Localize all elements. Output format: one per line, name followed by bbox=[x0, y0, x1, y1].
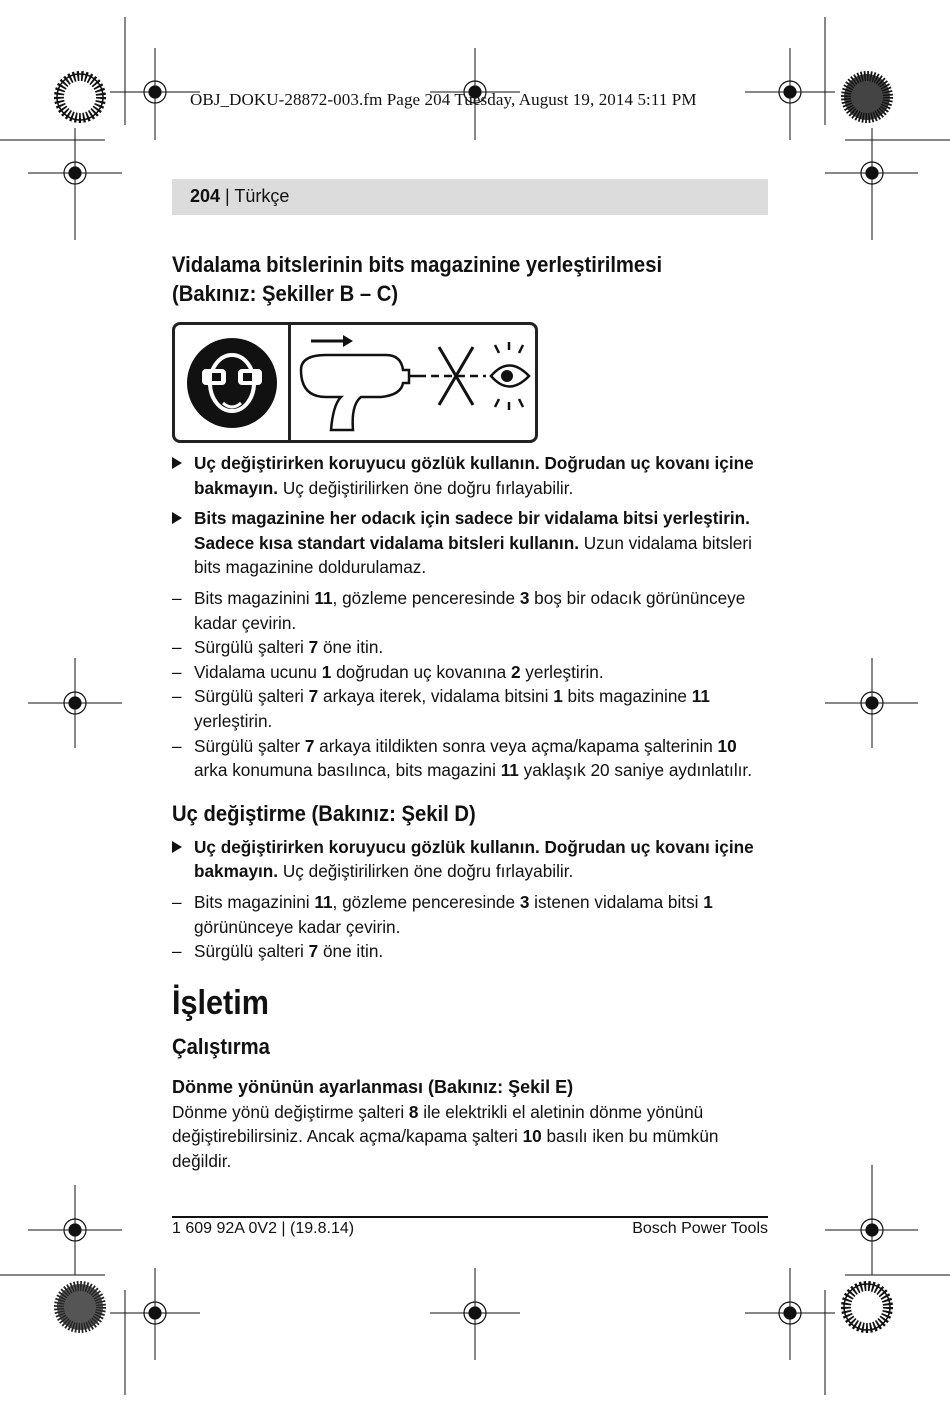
warning-bullet-icon bbox=[172, 457, 182, 469]
warning-bullet-icon bbox=[172, 512, 182, 524]
step-item: – Vidalama ucunu 1 doğrudan uç kovanına 2 yerleştirin. bbox=[172, 660, 768, 685]
step-item: – Sürgülü şalteri 7 öne itin. bbox=[172, 941, 384, 962]
title-line-1: Vidalama bitslerinin bits magazinine yerleştirilmesi bbox=[172, 252, 663, 277]
chapter-title-operation: İşletim bbox=[172, 983, 269, 1022]
header-language: Türkçe bbox=[234, 186, 290, 206]
heading-rotation-direction: Dönme yönünün ayarlanması (Bakınız: Şekil E) bbox=[172, 1076, 574, 1097]
drill-no-look-icon bbox=[291, 325, 536, 440]
page-header-text bbox=[190, 186, 289, 207]
title-line-2: (Bakınız: Şekiller B – C) bbox=[172, 281, 399, 306]
dash-bullet: – bbox=[172, 686, 182, 707]
page-header bbox=[172, 179, 768, 215]
warning-bullet-icon bbox=[172, 841, 182, 853]
footer-document-id: 1 609 92A 0V2 | (19.8.14) bbox=[172, 1220, 355, 1237]
warning-text-bold: Bits magazinine her odacık için sadece bir vidalama bitsi yerleştirin. Sadece kısa standart vidalama bitsleri kullanın. bbox=[194, 508, 750, 553]
step-item: – Bits magazinini 11, gözleme penceresinde 3 boş bir odacık görününceye kadar çevirin. bbox=[172, 587, 746, 633]
dash-bullet: – bbox=[172, 587, 182, 608]
warning-text-bold: Uç değiştirirken koruyucu gözlük kullanın. Doğrudan uç kovanı içine bakmayın. bbox=[194, 453, 754, 498]
footer-rule bbox=[172, 1216, 768, 1218]
safety-pictogram bbox=[172, 322, 538, 443]
warning-item bbox=[172, 506, 768, 580]
subsection-title-startup: Çalıştırma bbox=[172, 1033, 270, 1059]
step-item: – Sürgülü şalteri 7 arkaya iterek, vidalama bitsini 1 bits magazinine 11 yerleştirin. bbox=[172, 686, 710, 731]
step-item: – Bits magazinini 11, gözleme penceresinde 3 istenen vidalama bitsi 1 görününceye kadar çevirin. bbox=[172, 891, 713, 937]
warning-item bbox=[172, 835, 768, 884]
warning-text: Uç değiştirilirken öne doğru fırlayabilir. bbox=[278, 861, 574, 882]
warning-item bbox=[172, 451, 768, 500]
warning-text: Uzun vidalama bitsleri bits magazinine doldurulamaz. bbox=[194, 532, 752, 578]
footer-brand: Bosch Power Tools bbox=[632, 1220, 768, 1237]
page-number: 204 bbox=[190, 186, 221, 206]
dash-bullet: – bbox=[172, 661, 182, 682]
step-item: – Sürgülü şalter 7 arkaya itildikten sonra veya açma/kapama şalterinin 10 arka konumuna basılınca, bits magazini 11 yaklaşık 20 saniye aydınlatılır. bbox=[172, 735, 752, 781]
header-separator: | bbox=[220, 186, 235, 206]
section-title-bit-change: Uç değiştirme (Bakınız: Şekil D) bbox=[172, 800, 476, 826]
paragraph-rotation-direction: Dönme yönü değiştirme şalteri 8 ile elektrikli el aletinin dönme yönünü değiştirebilirsiniz. Ancak açma/kapama şalteri 10 basılı iken bu mümkün değildir. bbox=[172, 1101, 719, 1171]
warning-text-bold: Uç değiştirirken koruyucu gözlük kullanın. Doğrudan uç kovanı içine bakmayın. bbox=[194, 836, 754, 882]
document-slug: OBJ_DOKU-28872-003.fm Page 204 Tuesday, August 19, 2014 5:11 PM bbox=[190, 90, 697, 109]
section-title-bits-insert bbox=[172, 250, 720, 308]
dash-bullet: – bbox=[172, 637, 182, 658]
warning-text: Uç değiştirilirken öne doğru fırlayabilir. bbox=[278, 477, 574, 498]
dash-bullet: – bbox=[172, 735, 182, 756]
step-item: – Sürgülü şalteri 7 öne itin. bbox=[172, 635, 768, 660]
main-content bbox=[172, 250, 768, 1173]
